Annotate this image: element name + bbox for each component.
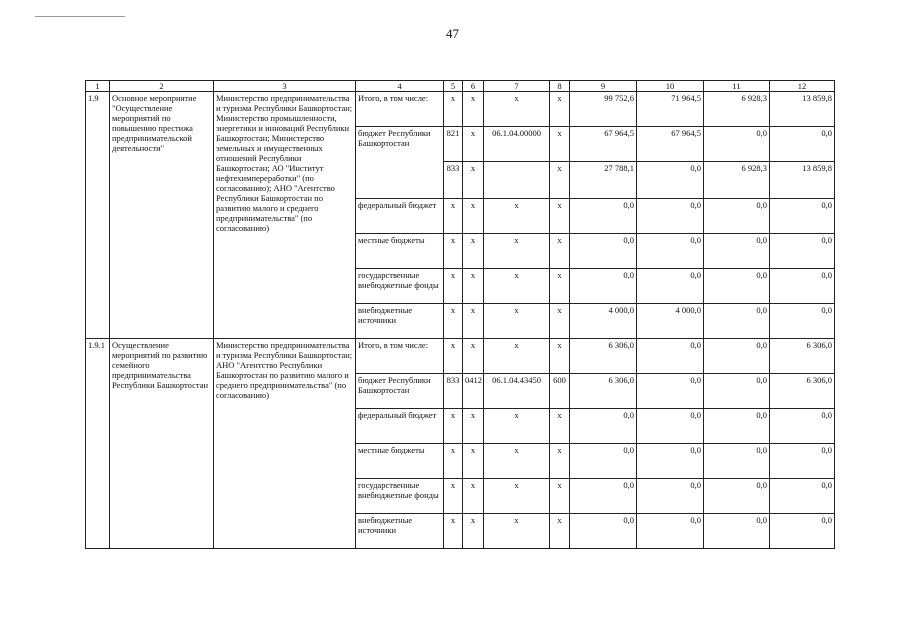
- cell: х: [444, 339, 463, 374]
- cell: 0,0: [637, 199, 704, 234]
- column-header: 9: [570, 81, 637, 92]
- cell: х: [550, 92, 570, 127]
- column-header: 3: [214, 81, 356, 92]
- cell: 0,0: [770, 444, 835, 479]
- section-name: Основное мероприятие "Осуществление мероприятий по повышению престижа предпринимательской деятельности": [110, 92, 214, 339]
- cell: 0,0: [770, 127, 835, 162]
- cell: х: [484, 514, 550, 549]
- cell: 833: [444, 374, 463, 409]
- cell: 6 306,0: [570, 374, 637, 409]
- cell: 0,0: [770, 409, 835, 444]
- cell: 0,0: [704, 339, 770, 374]
- cell: [484, 162, 550, 199]
- funding-source: местные бюджеты: [356, 444, 444, 479]
- cell: х: [550, 269, 570, 304]
- cell: х: [444, 199, 463, 234]
- cell: 0,0: [704, 444, 770, 479]
- cell: х: [484, 269, 550, 304]
- cell: 13 859,8: [770, 92, 835, 127]
- cell: 0,0: [570, 479, 637, 514]
- cell: х: [550, 162, 570, 199]
- cell: 0,0: [770, 479, 835, 514]
- cell: 67 964,5: [637, 127, 704, 162]
- cell: 0,0: [637, 162, 704, 199]
- cell: х: [463, 514, 484, 549]
- cell: 0,0: [704, 234, 770, 269]
- cell: х: [444, 444, 463, 479]
- cell: 0,0: [704, 199, 770, 234]
- column-header: 11: [704, 81, 770, 92]
- cell: 821: [444, 127, 463, 162]
- column-header: 4: [356, 81, 444, 92]
- cell: 0,0: [637, 479, 704, 514]
- cell: 833: [444, 162, 463, 199]
- cell: х: [444, 269, 463, 304]
- cell: 0,0: [704, 304, 770, 339]
- cell: 0,0: [704, 269, 770, 304]
- cell: х: [463, 199, 484, 234]
- cell: х: [463, 339, 484, 374]
- cell: 6 306,0: [770, 339, 835, 374]
- cell: 6 306,0: [770, 374, 835, 409]
- section-executors: Министерство предпринимательства и туризма Республики Башкортостан; Министерство промышленности, энергетики и инноваций Республики Башкортостан; Министерство земельных и имущественных отношений Республики Башкортостан; АО "Институт нефтехимпереработки" (по согласованию); АНО "Агентство Республики Башкортостан по развитию малого и среднего предпринимательства" (по согласованию): [214, 92, 356, 339]
- funding-source: федеральный бюджет: [356, 409, 444, 444]
- cell: 0,0: [570, 514, 637, 549]
- cell: 0,0: [704, 409, 770, 444]
- cell: х: [484, 339, 550, 374]
- section-code: 1.9.1: [86, 339, 110, 549]
- funding-source: федеральный бюджет: [356, 199, 444, 234]
- cell: 06.1.04.00000: [484, 127, 550, 162]
- cell: 0412: [463, 374, 484, 409]
- cell: 0,0: [704, 514, 770, 549]
- cell: х: [484, 479, 550, 514]
- cell: 4 000,0: [637, 304, 704, 339]
- cell: х: [444, 234, 463, 269]
- cell: 6 928,3: [704, 162, 770, 199]
- cell: х: [463, 162, 484, 199]
- cell: 0,0: [770, 514, 835, 549]
- cell: х: [484, 444, 550, 479]
- cell: х: [463, 127, 484, 162]
- cell: 67 964,5: [570, 127, 637, 162]
- table-header-row: [86, 81, 835, 92]
- column-header: 10: [637, 81, 704, 92]
- cell: х: [463, 269, 484, 304]
- cell: х: [550, 127, 570, 162]
- funding-source: государственные внебюджетные фонды: [356, 479, 444, 514]
- cell: 0,0: [570, 199, 637, 234]
- top-rule: [35, 16, 125, 17]
- column-header: 12: [770, 81, 835, 92]
- cell: 06.1.04.43450: [484, 374, 550, 409]
- cell: 600: [550, 374, 570, 409]
- column-header: 2: [110, 81, 214, 92]
- section-code: 1.9: [86, 92, 110, 339]
- cell: 0,0: [570, 269, 637, 304]
- cell: х: [463, 92, 484, 127]
- cell: х: [444, 479, 463, 514]
- column-header: 6: [463, 81, 484, 92]
- cell: 4 000,0: [570, 304, 637, 339]
- cell: х: [550, 409, 570, 444]
- cell: х: [444, 514, 463, 549]
- cell: 0,0: [770, 304, 835, 339]
- cell: х: [484, 92, 550, 127]
- cell: 0,0: [637, 339, 704, 374]
- cell: х: [550, 339, 570, 374]
- table-row: [86, 92, 835, 127]
- page-number: 47: [446, 26, 459, 41]
- cell: 0,0: [770, 234, 835, 269]
- cell: х: [484, 199, 550, 234]
- table-row: [86, 339, 835, 374]
- cell: 0,0: [570, 409, 637, 444]
- cell: 0,0: [637, 514, 704, 549]
- funding-source: Итого, в том числе:: [356, 339, 444, 374]
- cell: х: [484, 409, 550, 444]
- cell: 0,0: [704, 479, 770, 514]
- section-executors: Министерство предпринимательства и туризма Республики Башкортостан; АНО "Агентство Республики Башкортостан по развитию малого и среднего предпринимательства" (по согласованию): [214, 339, 356, 549]
- cell: х: [484, 234, 550, 269]
- cell: 0,0: [637, 409, 704, 444]
- cell: х: [463, 234, 484, 269]
- section-name: Осуществление мероприятий по развитию семейного предпринимательства Республики Башкортостан: [110, 339, 214, 549]
- cell: 71 964,5: [637, 92, 704, 127]
- cell: х: [444, 304, 463, 339]
- cell: х: [550, 304, 570, 339]
- cell: 0,0: [637, 269, 704, 304]
- funding-source: местные бюджеты: [356, 234, 444, 269]
- funding-source: бюджет Республики Башкортостан: [356, 127, 444, 199]
- cell: х: [444, 409, 463, 444]
- financing-table: [85, 80, 835, 549]
- cell: 6 928,3: [704, 92, 770, 127]
- cell: х: [463, 444, 484, 479]
- cell: х: [463, 304, 484, 339]
- cell: 0,0: [704, 127, 770, 162]
- column-header: 7: [484, 81, 550, 92]
- cell: 0,0: [770, 269, 835, 304]
- cell: х: [444, 92, 463, 127]
- funding-source: внебюджетные источники: [356, 304, 444, 339]
- cell: 0,0: [570, 234, 637, 269]
- cell: х: [550, 199, 570, 234]
- cell: 0,0: [637, 374, 704, 409]
- funding-source: бюджет Республики Башкортостан: [356, 374, 444, 409]
- cell: 6 306,0: [570, 339, 637, 374]
- column-header: 8: [550, 81, 570, 92]
- cell: 99 752,6: [570, 92, 637, 127]
- cell: х: [463, 479, 484, 514]
- cell: 0,0: [570, 444, 637, 479]
- cell: х: [463, 409, 484, 444]
- cell: 0,0: [770, 199, 835, 234]
- column-header: 1: [86, 81, 110, 92]
- cell: х: [550, 514, 570, 549]
- cell: 0,0: [637, 444, 704, 479]
- funding-source: государственные внебюджетные фонды: [356, 269, 444, 304]
- funding-source: внебюджетные источники: [356, 514, 444, 549]
- cell: 0,0: [704, 374, 770, 409]
- cell: х: [484, 304, 550, 339]
- funding-source: Итого, в том числе:: [356, 92, 444, 127]
- cell: х: [550, 234, 570, 269]
- cell: х: [550, 444, 570, 479]
- cell: х: [550, 479, 570, 514]
- cell: 27 788,1: [570, 162, 637, 199]
- cell: 0,0: [637, 234, 704, 269]
- column-header: 5: [444, 81, 463, 92]
- cell: 13 859,8: [770, 162, 835, 199]
